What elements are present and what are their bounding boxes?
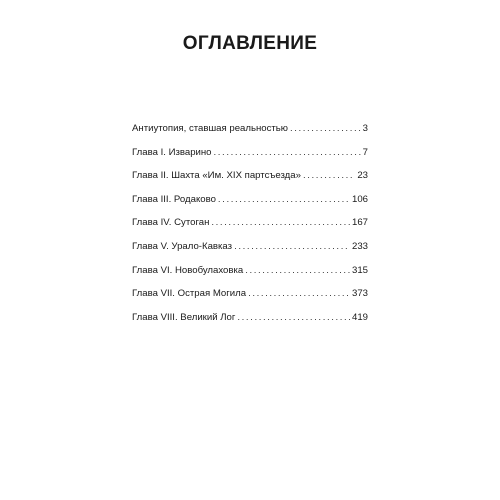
toc-entry-page: 419 [351,311,368,323]
dot-leader [237,311,350,325]
toc-entry[interactable] [132,311,368,335]
toc-entry[interactable] [132,240,368,264]
toc-entry[interactable] [132,169,368,193]
toc-entry[interactable] [132,146,368,170]
toc-entry-label: Глава VII. Острая Могила [132,288,247,300]
page-title: ОГЛАВЛЕНИЕ [182,33,318,54]
toc-entry[interactable] [132,264,368,288]
toc-entry[interactable] [132,193,368,217]
toc-entry[interactable] [132,216,368,240]
toc-entry-label: Глава V. Урало-Кавказ [132,240,233,252]
toc-entry-label: Глава IV. Сутоган [132,217,210,229]
toc-entry-label: Глава I. Изварино [132,146,212,158]
dot-leader [290,122,361,136]
toc-entry-page: 7 [362,146,368,158]
dot-leader [211,216,350,230]
table-of-contents [132,122,368,334]
toc-entry-page: 3 [362,123,368,134]
toc-entry-page: 23 [357,170,368,182]
toc-entry-page: 106 [351,193,368,205]
toc-entry-page: 167 [351,217,368,229]
toc-entry-label: Антиутопия, ставшая реальностью [132,123,288,134]
toc-entry-label: Глава II. Шахта «Им. XIX партсъезда» [132,170,301,182]
toc-entry-label: Глава VI. Новобулаховка [132,264,244,276]
dot-leader [214,146,361,160]
dot-leader [218,193,350,207]
toc-entry-label: Глава VIII. Великий Лог [132,311,236,323]
toc-entry-label: Глава III. Родаково [132,193,216,205]
toc-entry-page: 233 [351,240,368,252]
dot-leader [303,169,355,183]
toc-entry-page: 373 [351,288,368,300]
dot-leader [245,264,350,278]
dot-leader [248,287,350,301]
toc-entry[interactable] [132,287,368,311]
toc-entry-page: 315 [351,264,368,276]
dot-leader [234,240,350,254]
toc-entry[interactable] [132,122,368,146]
